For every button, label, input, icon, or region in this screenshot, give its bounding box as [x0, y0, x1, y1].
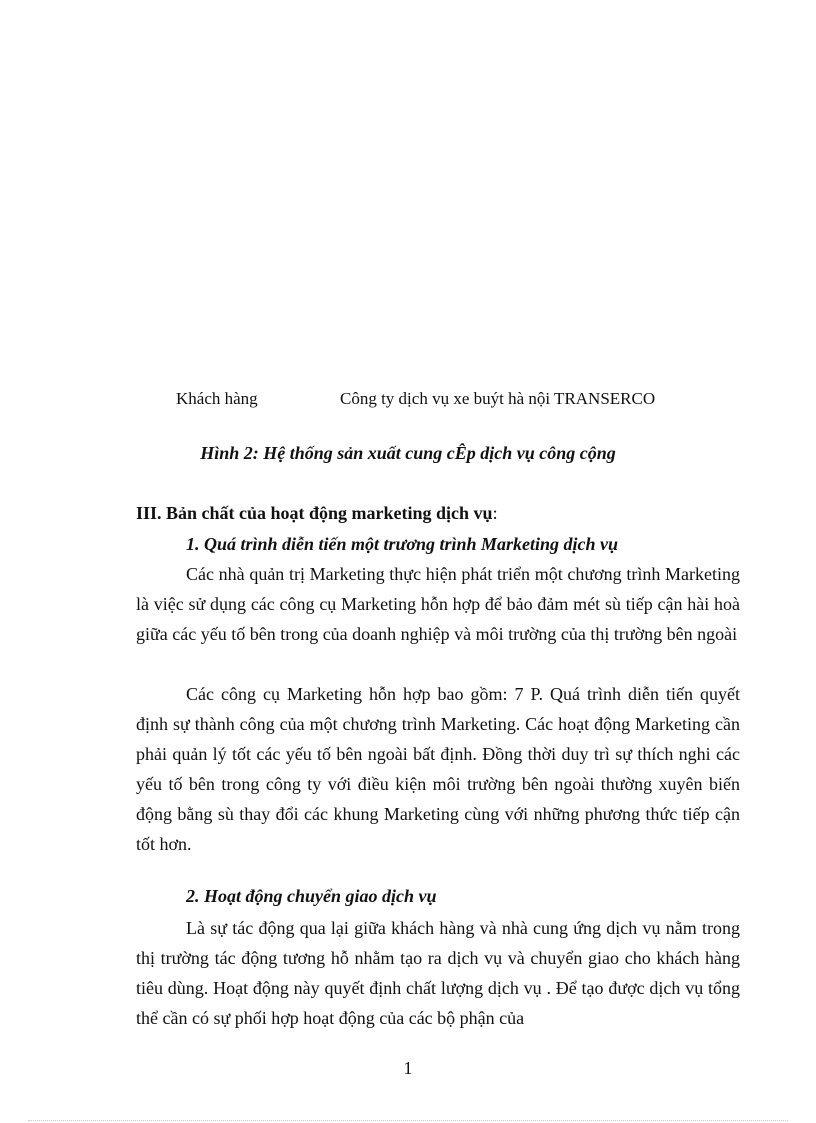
page-number: 1 — [403, 1058, 413, 1078]
figure-label-customer: Khách hàng — [176, 389, 258, 408]
subsection-1-paragraph-2: Các công cụ Marketing hỗn hợp bao gồm: 7 P. Quá trình diễn tiến quyết định sự thành công của một chương trình Marketing. Các hoạt động Marketing cần phải quản lý tốt các yếu tố bên ngoài bất định. Đồng thời duy trì sự thích nghi các yếu tố bên trong công ty với điều kiện môi trường bên ngoài thường xuyên biến động bằng sù thay đổi các khung Marketing cùng với những phương thức tiếp cận tốt hơn. — [136, 684, 740, 854]
subsection-1-heading: 1. Quá trình diễn tiến một trương trình Marketing dịch vụ — [186, 534, 619, 554]
figure-labels — [0, 389, 816, 413]
section-heading — [136, 503, 498, 524]
subsection-1-paragraph-1: Các nhà quản trị Marketing thực hiện phát triển một chương trình Marketing là việc sử dụng các công cụ Marketing hỗn hợp để bảo đảm mét sù tiếp cận hài hoà giữa các yếu tố bên trong của doanh nghiệp và môi trường của thị trường bên ngoài — [136, 564, 740, 644]
section-heading-colon: : — [492, 503, 498, 523]
subsection-2-heading: 2. Hoạt động chuyển giao dịch vụ — [186, 886, 437, 906]
figure-caption: Hình 2: Hệ thống sản xuất cung cÊp dịch vụ công cộng — [200, 443, 616, 463]
page-bottom-rule — [28, 1120, 788, 1121]
figure-label-company: Công ty dịch vụ xe buýt hà nội TRANSERCO — [340, 389, 656, 408]
subsection-2-paragraph-1: Là sự tác động qua lại giữa khách hàng và nhà cung ứng dịch vụ nằm trong thị trường tác động tương hỗ nhằm tạo ra dịch vụ và chuyển giao cho khách hàng tiêu dùng. Hoạt động này quyết định chất lượng dịch vụ . Để tạo được dịch vụ tổng thể cần có sự phối hợp hoạt động của các bộ phận của — [136, 918, 740, 1028]
section-heading-text: III. Bản chất của hoạt động marketing dịch vụ — [136, 503, 493, 523]
